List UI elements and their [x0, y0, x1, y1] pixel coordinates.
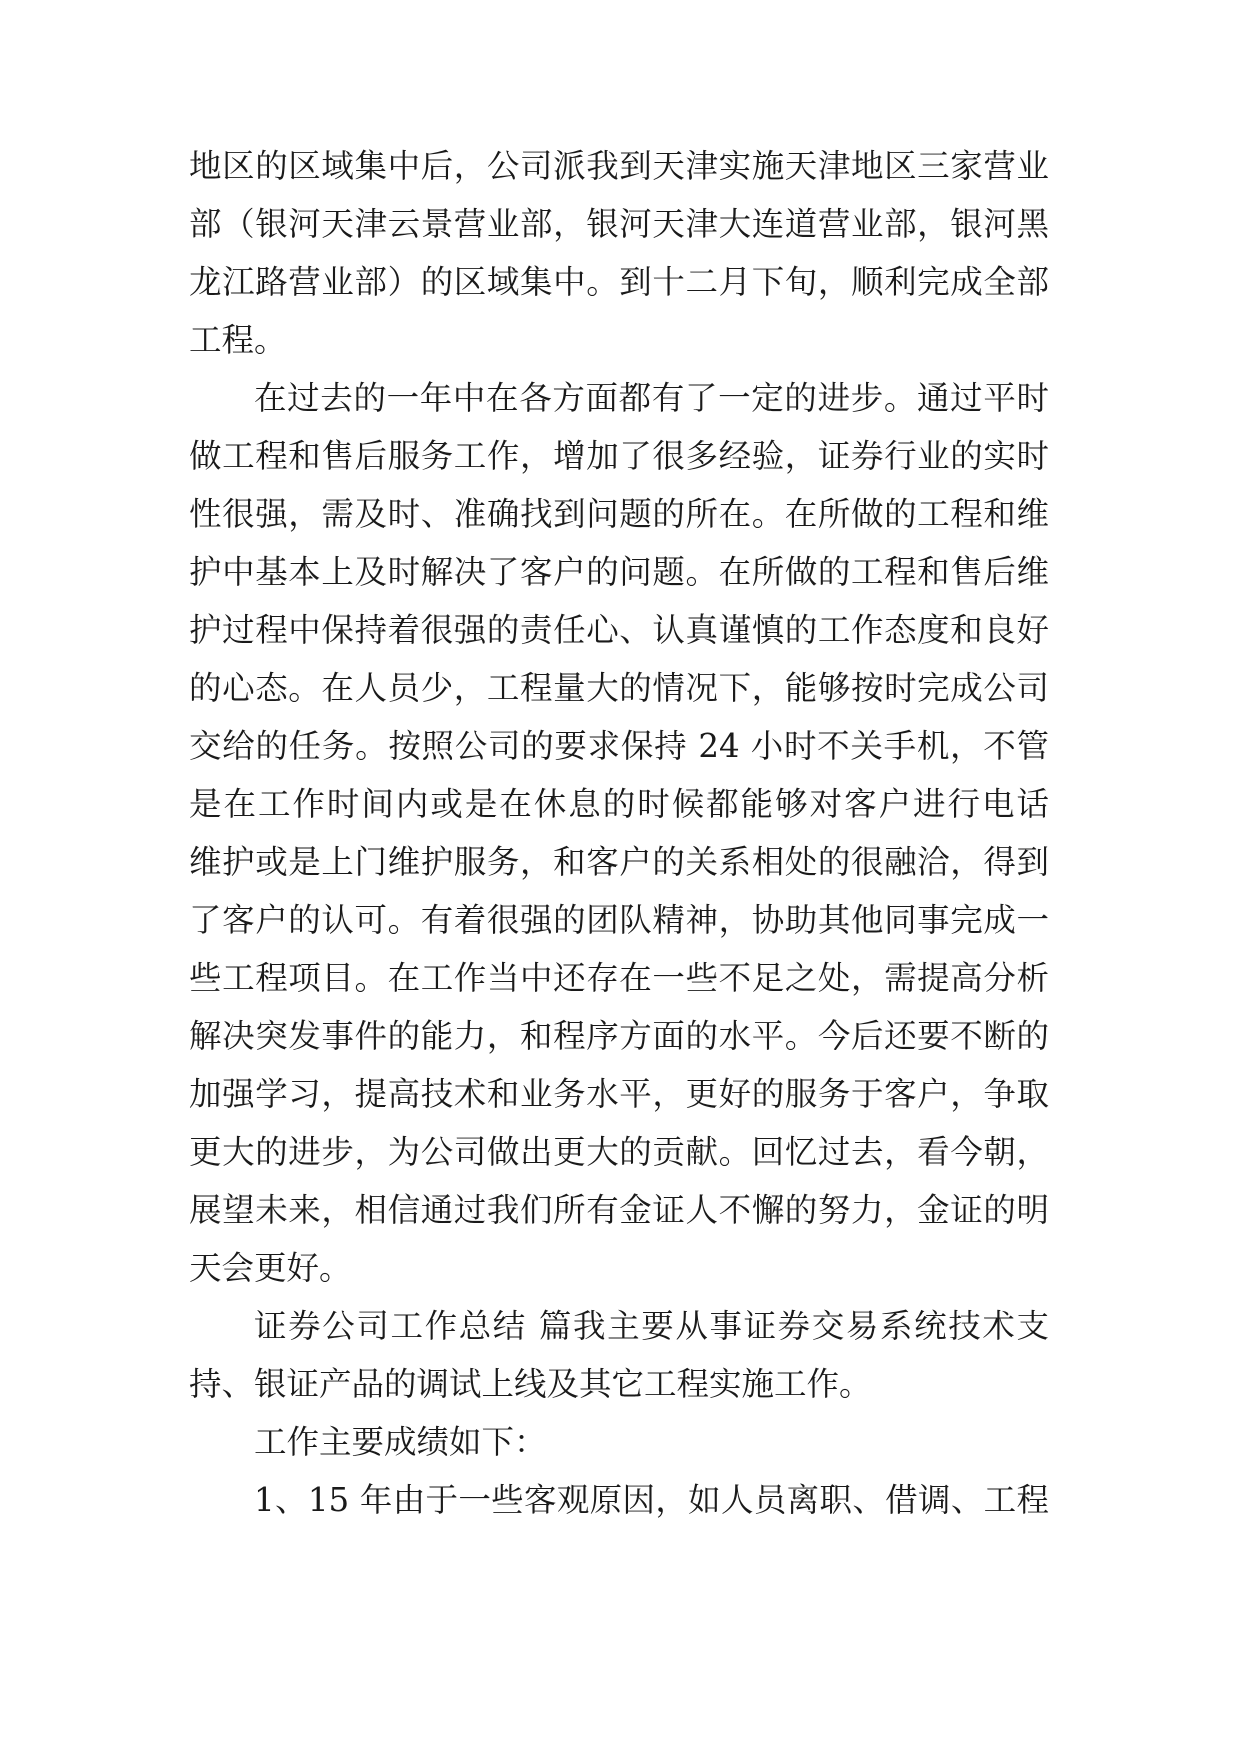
- text-line: 龙江路营业部）的区域集中。到十二月下旬，顺利完成全部: [189, 263, 1049, 301]
- paragraph-first-line: 工作主要成绩如下：: [254, 1423, 547, 1461]
- text-line: 性很强，需及时、准确找到问题的所在。在所做的工程和维: [189, 495, 1049, 533]
- text-line: 做工程和售后服务工作，增加了很多经验，证券行业的实时: [189, 437, 1049, 475]
- text-line: 解决突发事件的能力，和程序方面的水平。今后还要不断的: [189, 1017, 1049, 1055]
- text-line: 天会更好。: [189, 1249, 352, 1287]
- paragraph-first-line: 证券公司工作总结 篇我主要从事证券交易系统技术支: [254, 1307, 1049, 1345]
- text-line: 交给的任务。按照公司的要求保持 24 小时不关手机，不管: [189, 727, 1049, 765]
- text-line: 维护或是上门维护服务，和客户的关系相处的很融洽，得到: [189, 843, 1049, 881]
- text-line: 了客户的认可。有着很强的团队精神，协助其他同事完成一: [189, 901, 1049, 939]
- text-line: 护过程中保持着很强的责任心、认真谨慎的工作态度和良好: [189, 611, 1049, 649]
- text-line: 是在工作时间内或是在休息的时候都能够对客户进行电话: [189, 785, 1049, 823]
- text-line: 部（银河天津云景营业部，银河天津大连道营业部，银河黑: [189, 205, 1049, 243]
- text-line: 工程。: [189, 321, 287, 359]
- text-line: 的心态。在人员少，工程量大的情况下，能够按时完成公司: [189, 669, 1049, 707]
- text-line: 展望未来，相信通过我们所有金证人不懈的努力，金证的明: [189, 1191, 1049, 1229]
- text-line: 加强学习，提高技术和业务水平，更好的服务于客户，争取: [189, 1075, 1049, 1113]
- text-line: 些工程项目。在工作当中还存在一些不足之处，需提高分析: [189, 959, 1049, 997]
- text-line: 更大的进步，为公司做出更大的贡献。回忆过去，看今朝，: [189, 1133, 1049, 1171]
- text-line: 护中基本上及时解决了客户的问题。在所做的工程和售后维: [189, 553, 1049, 591]
- paragraph-first-line: 在过去的一年中在各方面都有了一定的进步。通过平时: [254, 379, 1049, 417]
- text-line: 持、银证产品的调试上线及其它工程实施工作。: [189, 1365, 872, 1403]
- text-line: 地区的区域集中后，公司派我到天津实施天津地区三家营业: [189, 147, 1049, 185]
- paragraph-first-line: 1、15 年由于一些客观原因，如人员离职、借调、工程: [254, 1481, 1049, 1519]
